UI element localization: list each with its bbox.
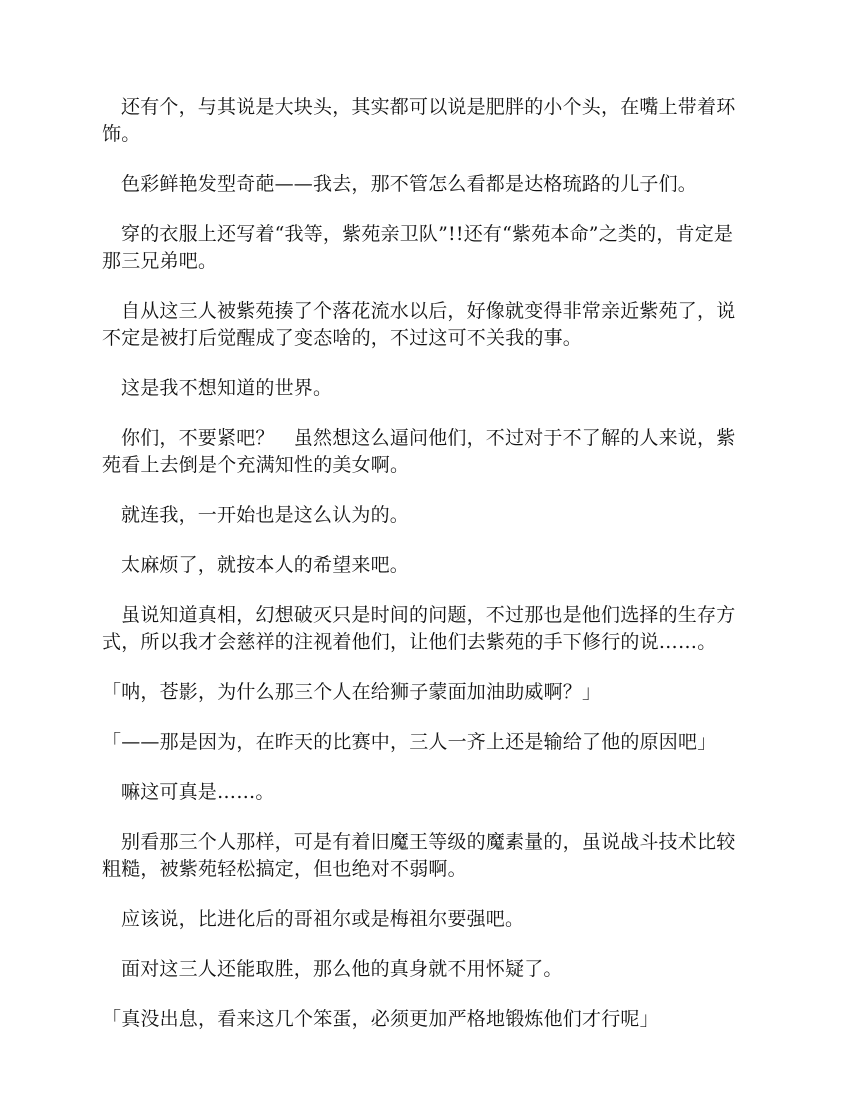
paragraph: 还有个，与其说是大块头，其实都可以说是肥胖的小个头，在嘴上带着环饰。 bbox=[102, 96, 736, 145]
paragraph: 你们，不要紧吧？ 虽然想这么逼问他们，不过对于不了解的人来说，紫苑看上去倒是个充满知性的美女啊。 bbox=[102, 427, 736, 476]
paragraph: 面对这三人还能取胜，那么他的真身就不用怀疑了。 bbox=[121, 958, 563, 980]
dialog-line: 「真没出息，看来这几个笨蛋，必须更加严格地锻炼他们才行呢」 bbox=[102, 1008, 659, 1030]
paragraph: 自从这三人被紫苑揍了个落花流水以后，好像就变得非常亲近紫苑了，说不定是被打后觉醒成了变态啥的，不过这可不关我的事。 bbox=[102, 300, 736, 349]
paragraph: 这是我不想知道的世界。 bbox=[121, 377, 333, 399]
paragraph: 别看那三个人那样，可是有着旧魔王等级的魔素量的，虽说战斗技术比较粗糙，被紫苑轻松搞定，但也绝对不弱啊。 bbox=[102, 831, 736, 880]
dialog-line: 「——那是因为，在昨天的比赛中，三人一齐上还是输给了他的原因吧」 bbox=[102, 731, 717, 753]
paragraph: 穿的衣服上还写着“我等，紫苑亲卫队”!!还有“紫苑本命”之类的，肯定是那三兄弟吧。 bbox=[102, 223, 734, 272]
paragraph: 嘛这可真是……。 bbox=[121, 781, 275, 803]
paragraph: 色彩鲜艳发型奇葩——我去，那不管怎么看都是达格琉路的儿子们。 bbox=[121, 173, 698, 195]
dialog-line: 「呐，苍影，为什么那三个人在给狮子蒙面加油助威啊？」 bbox=[102, 681, 602, 703]
paragraph: 就连我，一开始也是这么认为的。 bbox=[121, 504, 410, 526]
paragraph: 太麻烦了，就按本人的希望来吧。 bbox=[121, 554, 410, 576]
paragraph: 应该说，比进化后的哥祖尔或是梅祖尔要强吧。 bbox=[121, 908, 525, 930]
document-body bbox=[102, 94, 748, 1056]
paragraph: 虽说知道真相，幻想破灭只是时间的问题，不过那也是他们选择的生存方式，所以我才会慈祥的注视着他们，让他们去紫苑的手下修行的说……。 bbox=[102, 604, 736, 653]
